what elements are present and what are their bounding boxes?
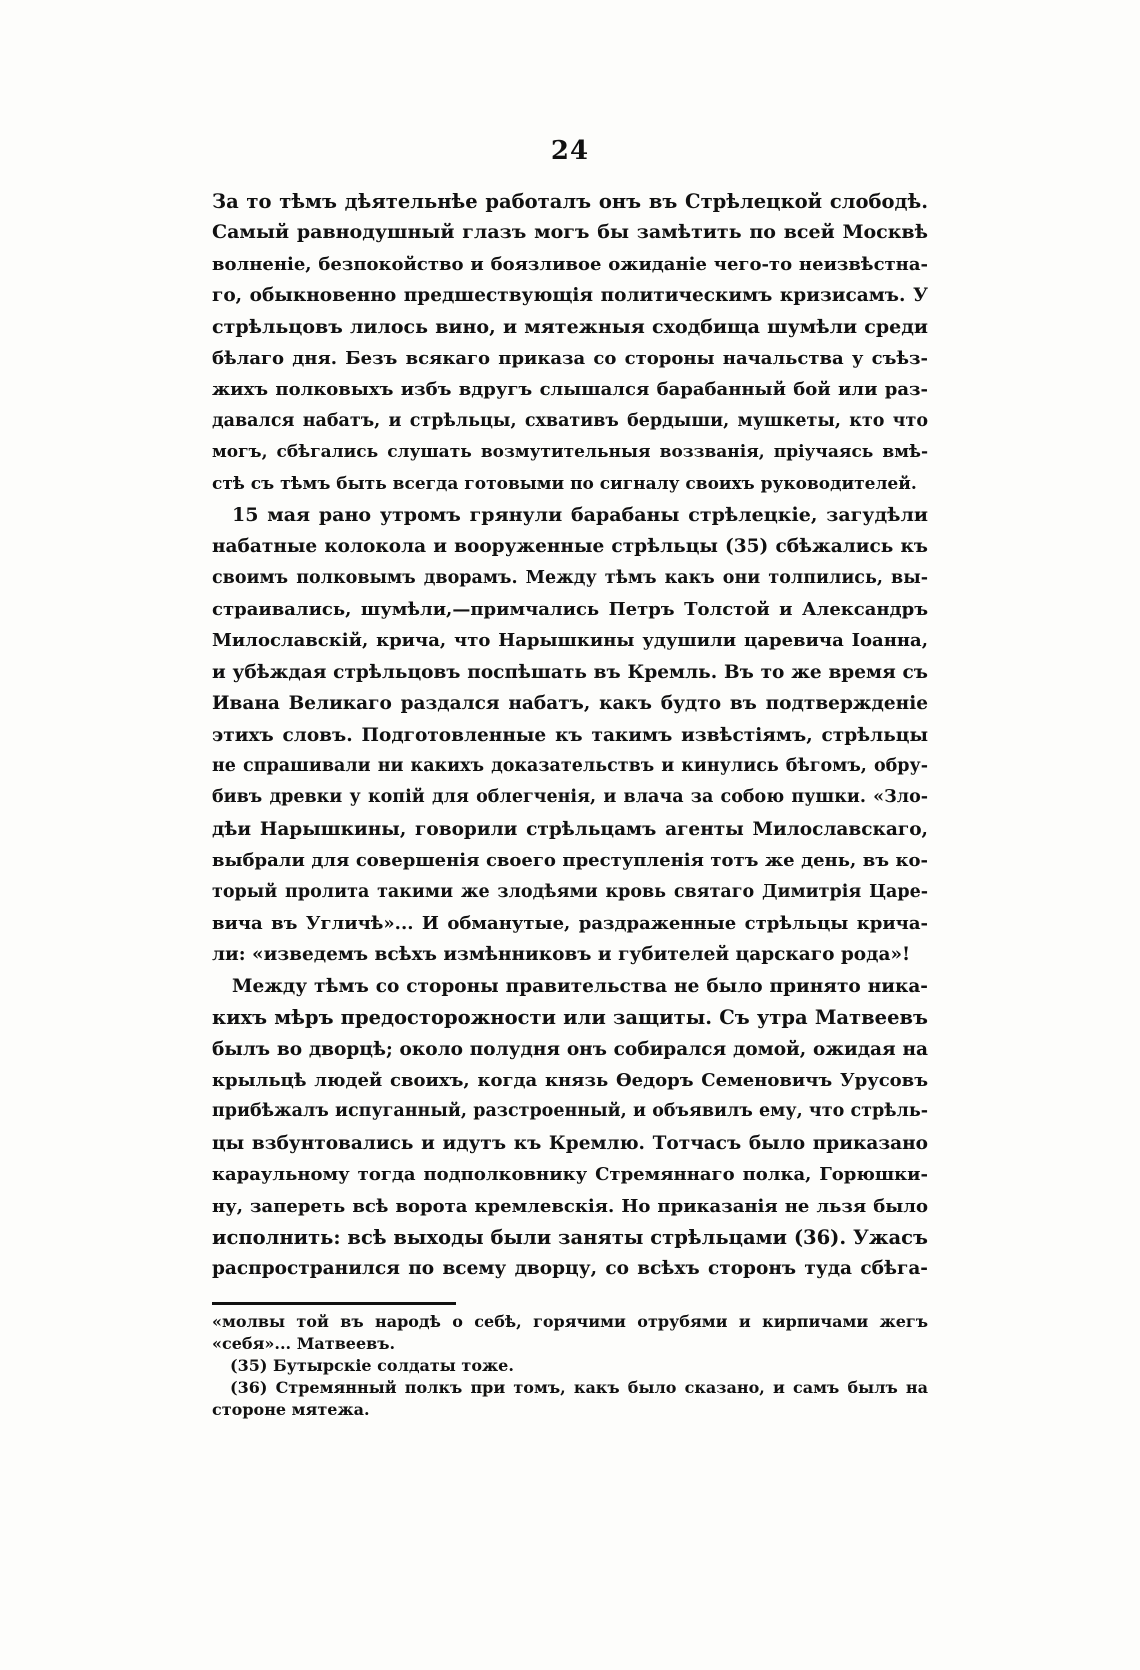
text-line: волненіе, безпокойство и боязливое ожиданіе чего-то неизвѣстна- [212,253,928,275]
text-line: Между тѣмъ со стороны правительства не было принято ника- [232,975,928,997]
text-line: не спрашивали ни какихъ доказательствъ и кинулись бѣгомъ, обру- [212,756,928,777]
text-line: этихъ словъ. Подготовленные къ такимъ извѣстіямъ, стрѣльцы [212,724,928,746]
text-line: своимъ полковымъ дворамъ. Между тѣмъ какъ они толпились, вы- [212,567,928,588]
text-line: Милославскій, крича, что Нарышкины удушили царевича Іоанна, [212,630,928,652]
text-line: выбрали для совершенія своего преступленія тотъ же день, въ ко- [212,850,928,872]
text-line: бивъ древки у копій для облегченія, и влача за собою пушки. «Зло- [212,787,928,808]
text-line: го, обыкновенно предшествующія политическимъ кризисамъ. У [212,285,928,307]
text-line: былъ во дворцѣ; около полудня онъ собирался домой, ожидая на [212,1038,928,1060]
text-line: 15 мая рано утромъ грянули барабаны стрѣлецкіе, загудѣли [232,503,928,526]
text-line: давался набатъ, и стрѣльцы, схвативъ бердыши, мушкеты, кто что [212,410,928,431]
text-line: могъ, сбѣгались слушать возмутительныя воззванія, пріучаясь вмѣ- [212,442,928,463]
text-line: распространился по всему дворцу, со всѣхъ сторонъ туда сбѣга- [212,1258,928,1280]
text-line: стѣ съ тѣмъ быть всегда готовыми по сигналу своихъ руководителей. [212,473,917,494]
text-line: и убѣждая стрѣльцовъ поспѣшать въ Кремль. Въ то же время съ [212,661,928,683]
text-line: ну, запереть всѣ ворота кремлевскія. Но приказанія не льзя было [212,1195,928,1217]
footnotes [212,1311,928,1421]
text-line: жихъ полковыхъ избъ вдругъ слышался барабанный бой или раз- [212,379,928,401]
text-line: набатные колокола и вооруженные стрѣльцы (35) сбѣжались къ [212,536,928,558]
text-line: За то тѣмъ дѣятельнѣе работалъ онъ въ Стрѣлецкой слободѣ. [212,190,928,213]
text-line: прибѣжалъ испуганный, разстроенный, и объявилъ ему, что стрѣль- [212,1101,928,1122]
main-text [212,186,928,1285]
text-line: Самый равнодушный глазъ могъ бы замѣтить по всей Москвѣ [212,221,928,244]
footnote-line: «молвы той въ народѣ о себѣ, горячими отрубями и кирпичами жегъ [212,1312,928,1331]
text-line: Ивана Великаго раздался набатъ, какъ будто въ подтвержденіе [212,693,928,715]
text-line: бѣлаго дня. Безъ всякаго приказа со стороны начальства у съѣз- [212,347,928,369]
footnote-line: «себя»... Матвеевъ. [212,1334,396,1353]
text-line: страивались, шумѣли,—примчались Петръ Толстой и Александръ [212,599,928,621]
footnote-divider [212,1302,456,1305]
text-line: торый пролита такими же злодѣями кровь святаго Димитрія Царе- [212,881,928,902]
text-line: кихъ мѣръ предосторожности или защиты. Съ утра Матвеевъ [212,1006,928,1030]
text-line: ли: «изведемъ всѣхъ измѣнниковъ и губителей царскаго рода»! [212,944,911,966]
text-line: вича въ Угличѣ»... И обманутые, раздраженные стрѣльцы крича- [212,912,928,934]
text-line: цы взбунтовались и идутъ къ Кремлю. Тотчасъ было приказано [212,1132,928,1154]
text-line: исполнить: всѣ выходы были заняты стрѣльцами (36). Ужасъ [212,1225,928,1249]
text-line: стрѣльцовъ лилось вино, и мятежныя сходбища шумѣли среди [212,315,928,338]
page-number: 24 [550,136,590,166]
footnote-36: (36) Стремянный полкъ при томъ, какъ было сказано, и самъ былъ на [230,1378,928,1397]
footnote-35: (35) Бутырскіе солдаты тоже. [230,1356,514,1375]
text-line: дѣи Нарышкины, говорили стрѣльцамъ агенты Милославскаго, [212,818,928,840]
text-line: караульному тогда подполковнику Стремяннаго полка, Горюшки- [212,1164,928,1186]
text-line: крыльцѣ людей своихъ, когда князь Ѳедоръ Семеновичъ Урусовъ [212,1069,928,1091]
footnote-line: стороне мятежа. [212,1400,370,1419]
